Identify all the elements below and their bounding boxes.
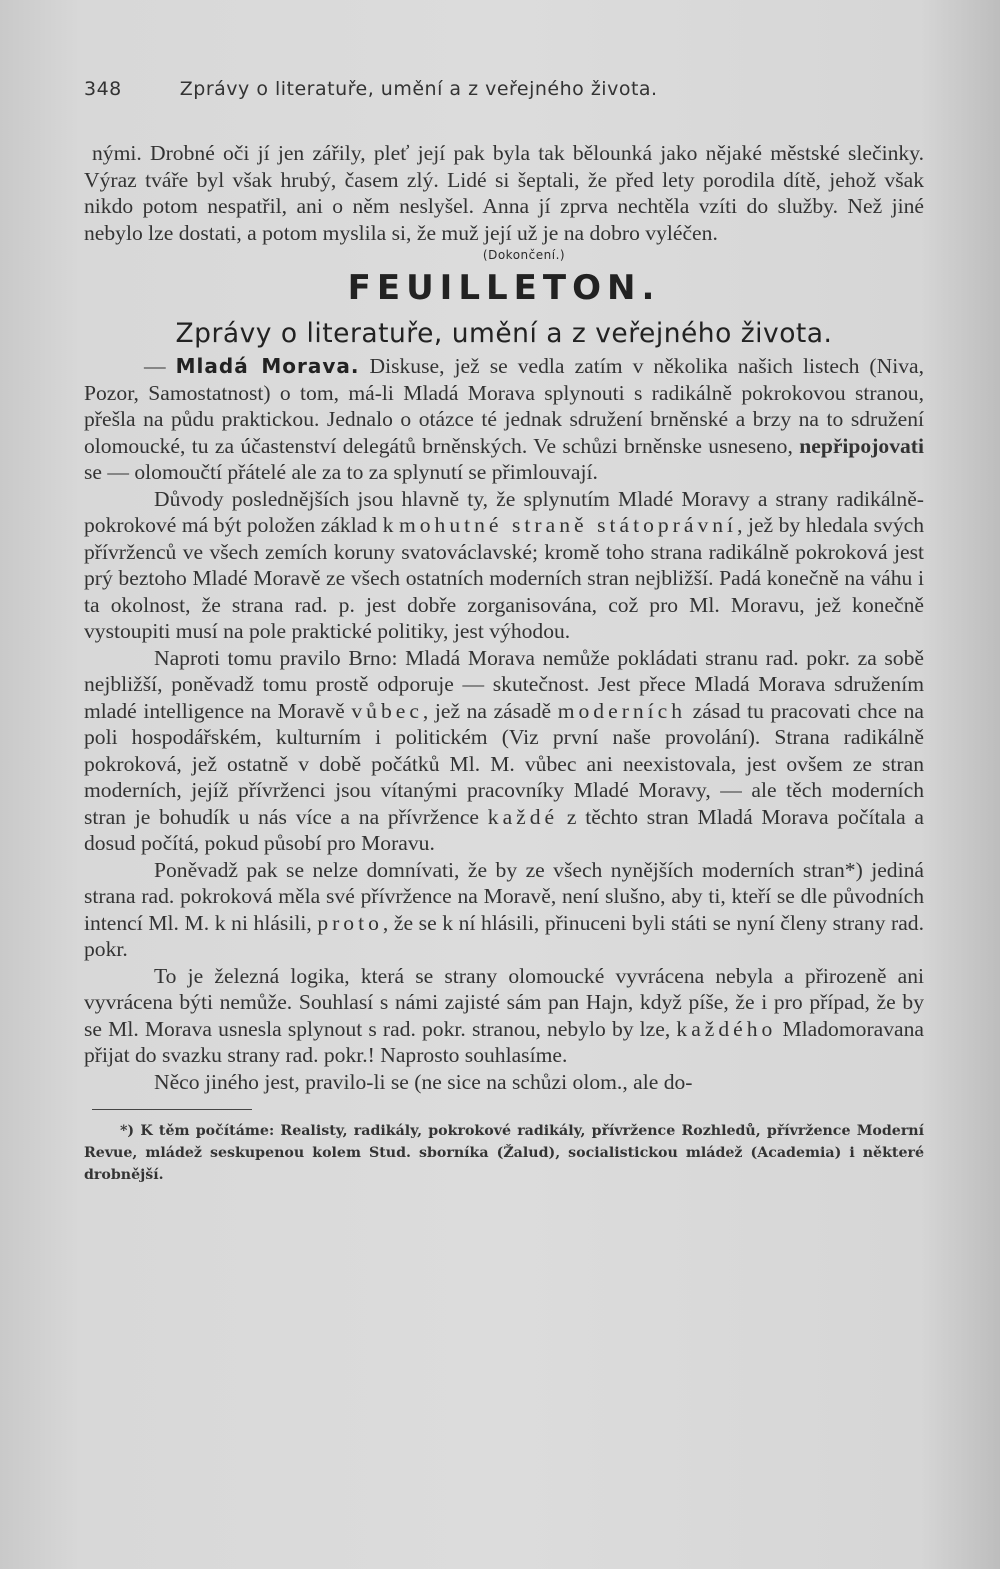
spaced-text: moderních: [557, 698, 687, 723]
paragraph-1: [84, 353, 924, 486]
bold-word: nepřipojovati: [799, 433, 924, 458]
paragraph-5: [84, 963, 924, 1069]
paragraph-1-text-end: se — olomoučtí přátelé ale za to za splynutí se přimlouvají.: [84, 460, 598, 484]
paragraph-4: [84, 857, 924, 963]
dash: —: [144, 354, 176, 378]
page-number: 348: [84, 78, 122, 100]
feuilleton-heading: FEUILLETON.: [347, 268, 661, 308]
spaced-text: vůbec: [351, 698, 423, 723]
paragraph-5-text: To je železná logika, která se strany olomoucké vyvrácena nebyla a přirozeně ani vyvrácena býti nemůže. Souhlasí s námi zajisté sám pan Hajn, když píše, že i pro případ, že by se Ml. Morava usnesla splynout s rad. pokr. stranou, nebylo by lze,: [84, 963, 924, 1041]
continued-paragraph: nými. Drobné oči jí jen zářily, pleť její pak byla tak bělounká jako nějaké městské slečinky. Výraz tváře byl však hrubý, časem zlý. Lidé si šeptali, že před lety porodila dítě, jehož však nikdo potom nespatřil, ani o něm neslyšel. Anna jí zprva nechtěla vzíti do služby. Než jiné nebylo lze dostati, a potom myslila si, že muž její už je na dobro vyléčen.: [84, 141, 924, 245]
section-title: Zprávy o literatuře, umění a z veřejného života.: [175, 318, 833, 349]
paragraph-2: [84, 486, 924, 645]
footnote-divider: [92, 1109, 252, 1110]
spaced-text: každého: [676, 1016, 777, 1041]
paragraph-1-text: Diskuse, jež se vedla zatím v několika našich listech (Niva, Pozor, Samostatnost) o tom, má-li Mladá Morava splynouti s radikálně pokrokovou stranou, přešla na půdu praktickou. Jednalo o otázce té jednak sdružení brněnské a brzy na to sdružení olomoucké, tu za účastenství delegátů brněnských. Ve schůzi brněnske usneseno,: [84, 354, 924, 458]
paragraph-3-text-end: z těchto stran Mladá Morava počítala a dosud počítá, pokud působí pro Moravu.: [84, 804, 925, 855]
spaced-text: každé: [487, 804, 559, 829]
spaced-text: mohutné straně státoprávní: [398, 513, 738, 537]
paragraph-3-text: zásad tu pracovati chce na poli hospodářském, kulturním i politickém (Viz první naše provolání). Strana radikálně pokroková, jež ostatně v době počátků Ml. M. vůbec ani neexistovala, jest ovšem ze stran moderních, jejíž přívrženci jsou vítanými pracovníky Mladé Moravy, — ale těch moderních stran je bohudík u nás více a na přívržence: [84, 698, 924, 829]
paragraph-5-text-end: Mladomoravana přijat do svazku strany rad. pokr.! Naprosto souhlasíme.: [84, 1016, 924, 1067]
paragraph-2-text: Důvody poslednějších jsou hlavně ty, že splynutím Mladé Moravy a strany radikálně-pokrokové má být položen základ k: [84, 486, 924, 537]
paragraph-6: Něco jiného jest, pravilo-li se (ne sice na schůzi olom., ale do-: [154, 1069, 693, 1094]
page-content: [84, 78, 924, 1186]
dokonceni-note: (Dokončení.): [482, 248, 566, 262]
running-title: Zprávy o literatuře, umění a z veřejného života.: [179, 78, 658, 100]
paragraph-2-text-end: , jež by hledala svých přívrženců ve všech zemích koruny svatováclavské; kromě toho strana radikálně pokroková jest prý beztoho Mladé Moravě ze všech ostatních moderních stran nejbližší. Padá konečně na váhu i ta okolnost, že strana rad. p. jest dobře zorganisována, což pro Ml. Moravu, jež konečně vystoupiti musí na pole praktické politiky, jest výhodou.: [84, 513, 925, 643]
running-header: [84, 78, 924, 100]
paragraph-3-text: Naproti tomu pravilo Brno: Mladá Morava nemůže pokládati stranu rad. pokr. za sobě nejbližší, poněvadž tomu prostě odporuje — skutečnost. Jest přece Mladá Morava sdružením mladé intelligence na Moravě: [84, 645, 924, 723]
paragraph-4-text-end: , že se k ní hlásili, přinuceni byli státi se nyní členy strany rad. pokr.: [84, 910, 924, 961]
paragraph-3: [84, 645, 924, 857]
paragraph-3-text: , jež na zásadě: [422, 698, 558, 723]
lead-heading-mlada-morava: Mladá Morava.: [175, 354, 360, 378]
paragraph-4-text: Poněvadž pak se nelze domnívati, že by ze všech nynějších moderních stran*) jediná strana rad. pokroková měla své přívržence na Moravě, není slušno, aby ti, kteří se dle původních intencí Ml. M. k ni hlásili,: [84, 857, 924, 935]
footnote: *) K těm počítáme: Realisty, radikály, pokrokové radikály, přívržence Rozhledů, přívržence Moderní Revue, mládež seskupenou kolem Stud. sborníka (Žalud), socialistickou mládež (Academia) i některé drobnější.: [84, 1123, 924, 1183]
spaced-text: proto: [317, 910, 383, 935]
